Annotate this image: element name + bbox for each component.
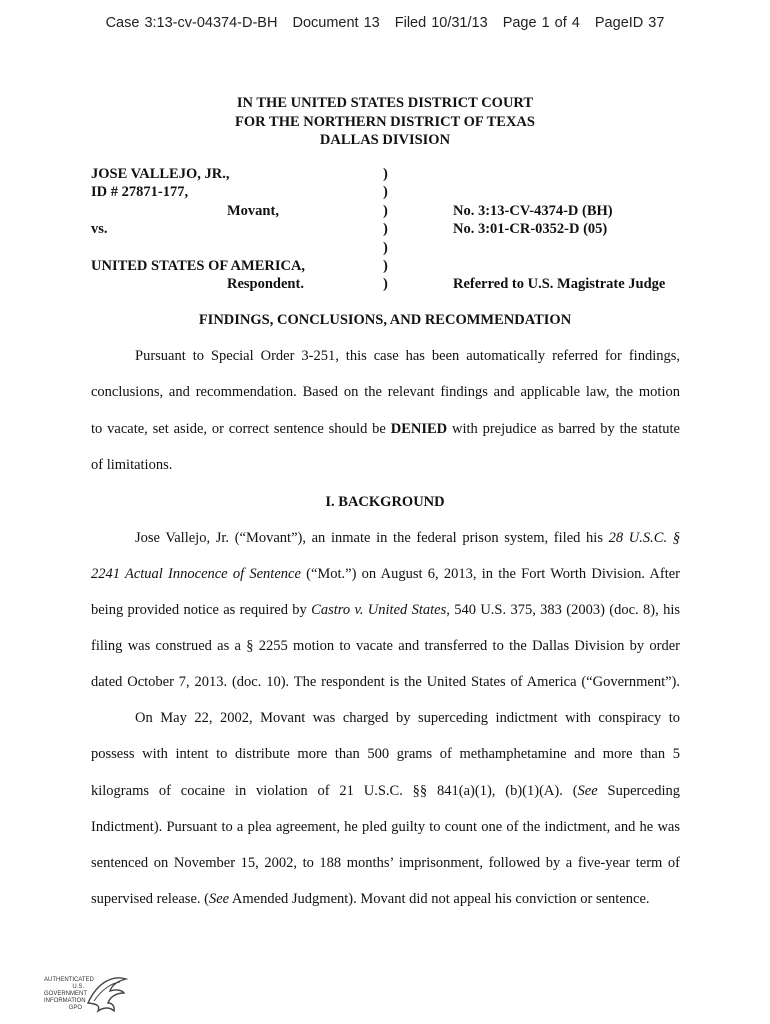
body-text: supervised release. ( bbox=[91, 891, 209, 907]
citation: 28 U.S.C. § bbox=[608, 530, 680, 546]
intro-line: of limitations. bbox=[91, 457, 173, 473]
respondent-name: UNITED STATES OF AMERICA, bbox=[91, 258, 306, 274]
page-id: PageID 37 bbox=[594, 15, 665, 31]
document-number: Document 13 bbox=[292, 15, 380, 31]
background-line: On May 22, 2002, Movant was charged by superceding indictment with conspiracy to bbox=[135, 710, 680, 726]
signal-see: See bbox=[208, 891, 230, 907]
court-heading bbox=[0, 94, 770, 150]
page-indicator: Page 1 of 4 bbox=[502, 15, 580, 31]
citation: 2241 Actual Innocence of Sentence bbox=[91, 566, 301, 582]
case-citation: Castro v. United States bbox=[311, 602, 447, 618]
versus: vs. bbox=[91, 221, 108, 237]
section-heading: I. BACKGROUND bbox=[325, 494, 445, 510]
body-text: Superceding bbox=[597, 783, 680, 799]
gpo-seal-text: AUTHENTICATED U.S. GOVERNMENT INFORMATION GPO bbox=[44, 977, 94, 1011]
document-title: FINDINGS, CONCLUSIONS, AND RECOMMENDATION bbox=[198, 312, 572, 328]
body-text: kilograms of cocaine in violation of 21 U.S.C. §§ 841(a)(1), (b)(1)(A). ( bbox=[91, 783, 578, 799]
civil-case-number: No. 3:13-CV-4374-D (BH) bbox=[453, 203, 613, 219]
background-line bbox=[91, 566, 680, 583]
court-line-3: DALLAS DIVISION bbox=[319, 132, 451, 148]
respondent-role: Respondent. bbox=[227, 276, 304, 292]
denied-emphasis: DENIED bbox=[390, 421, 448, 437]
signal-see: See bbox=[577, 783, 598, 799]
background-line: Indictment). Pursuant to a plea agreement, he pled guilty to count one of the indictment, and he was bbox=[91, 819, 680, 835]
body-text: Jose Vallejo, Jr. (“Movant”), an inmate in the federal prison system, filed his bbox=[135, 530, 609, 546]
background-line bbox=[91, 891, 680, 908]
movant-role: Movant, bbox=[227, 203, 279, 219]
background-line bbox=[91, 602, 680, 619]
case-number: Case 3:13-cv-04374-D-BH bbox=[105, 15, 278, 31]
caption-paren: ) bbox=[383, 240, 388, 256]
caption-paren: ) bbox=[383, 166, 388, 182]
referral-note: Referred to U.S. Magistrate Judge bbox=[453, 276, 666, 292]
intro-line: conclusions, and recommendation. Based on the relevant findings and applicable law, the motion bbox=[91, 384, 680, 400]
body-text: , 540 U.S. 375, 383 (2003) (doc. 8), his bbox=[446, 602, 680, 618]
filed-date: Filed 10/31/13 bbox=[394, 15, 488, 31]
caption-paren: ) bbox=[383, 258, 388, 274]
body-text: Amended Judgment). Movant did not appeal his conviction or sentence. bbox=[229, 891, 650, 907]
caption-paren: ) bbox=[383, 203, 388, 219]
background-line bbox=[135, 530, 680, 547]
body-text: (“Mot.”) on August 6, 2013, in the Fort Worth Division. After bbox=[300, 566, 680, 582]
eagle-icon bbox=[84, 973, 130, 1017]
body-text: being provided notice as required by bbox=[91, 602, 312, 618]
caption-paren: ) bbox=[383, 221, 388, 237]
intro-line bbox=[91, 421, 680, 438]
background-line: dated October 7, 2013. (doc. 10). The respondent is the United States of America (“Government”). bbox=[91, 674, 680, 690]
court-line-1: IN THE UNITED STATES DISTRICT COURT bbox=[236, 95, 534, 111]
intro-line: Pursuant to Special Order 3-251, this case has been automatically referred for findings, bbox=[135, 348, 680, 364]
ecf-header bbox=[0, 15, 770, 31]
gpo-authentication-seal bbox=[44, 973, 134, 1018]
court-line-2: FOR THE NORTHERN DISTRICT OF TEXAS bbox=[235, 113, 535, 130]
movant-id: ID # 27871-177, bbox=[91, 184, 189, 200]
criminal-case-number: No. 3:01-CR-0352-D (05) bbox=[453, 221, 608, 237]
background-line: possess with intent to distribute more than 500 grams of methamphetamine and more than 5 bbox=[91, 746, 680, 762]
background-line: filing was construed as a § 2255 motion to vacate and transferred to the Dallas Division by order bbox=[91, 638, 680, 654]
intro-text: with prejudice as barred by the statute bbox=[447, 421, 680, 437]
movant-name: JOSE VALLEJO, JR., bbox=[91, 166, 230, 182]
caption-paren: ) bbox=[383, 184, 388, 200]
background-line bbox=[91, 783, 680, 800]
intro-text: to vacate, set aside, or correct sentence should be bbox=[91, 421, 391, 437]
background-line: sentenced on November 15, 2002, to 188 months’ imprisonment, followed by a five-year term of bbox=[91, 855, 680, 871]
caption-paren: ) bbox=[383, 276, 388, 292]
